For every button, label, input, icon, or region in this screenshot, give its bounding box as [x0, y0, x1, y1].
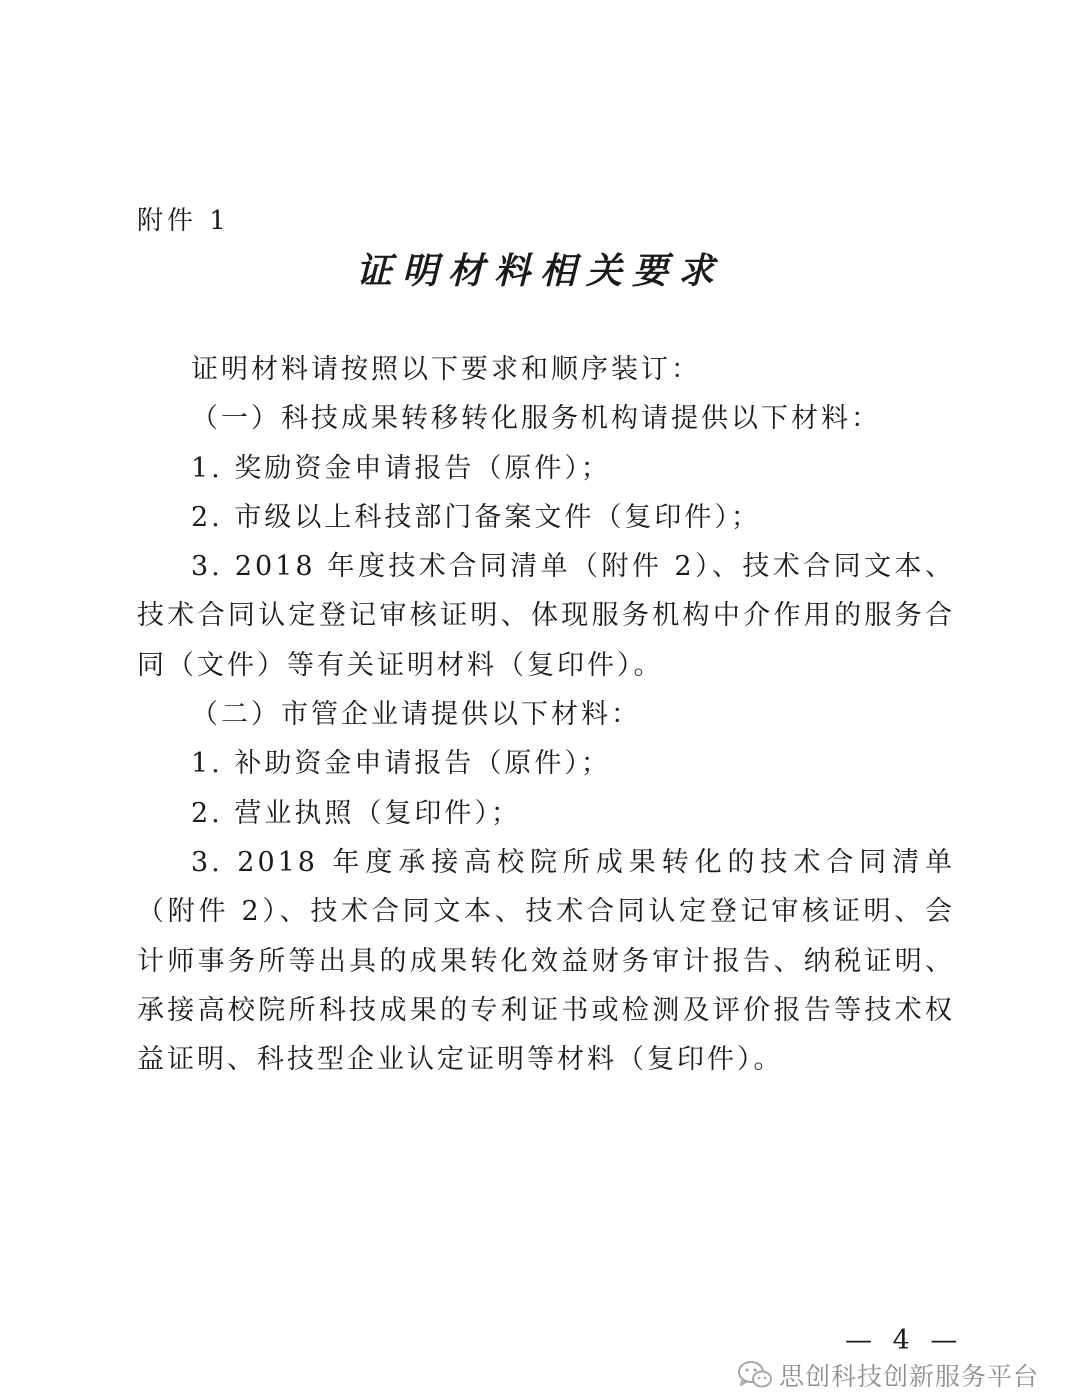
list-item: 1. 补助资金申请报告（原件）； [191, 748, 611, 780]
watermark-text: 思创科技创新服务平台 [779, 1362, 1040, 1391]
watermark [737, 1357, 1039, 1393]
list-item: 3. 2018 年度承接高校院所成果转化的技术合同清单（附件 2）、技术合同文本、技术合同认定登记审核证明、会计师事务所等出具的成果转化效益财务审计报告、纳税证明、承接高校院所科技成果的专利证书或检测及评价报告等技术权益证明、科技型企业认定证明等材料（复印件）。 [137, 846, 955, 1076]
wechat-icon [737, 1360, 773, 1390]
list-item: 2. 市级以上科技部门备案文件（复印件）； [191, 501, 761, 533]
list-item: 3. 2018 年度技术合同清单（附件 2）、技术合同文本、技术合同认定登记审核证明、体现服务机构中介作用的服务合同（文件）等有关证明材料（复印件）。 [137, 551, 955, 681]
page-number: — 4 — [845, 1325, 964, 1356]
intro-paragraph: 证明材料请按照以下要求和顺序装订： [191, 354, 701, 385]
section-heading-service-agencies: （一）科技成果转移转化服务机构请提供以下材料： [191, 403, 881, 435]
attachment-label: 附件 1 [137, 206, 230, 236]
list-item: 1. 奖励资金申请报告（原件）； [191, 452, 611, 484]
section-heading-municipal-enterprises: （二）市管企业请提供以下材料： [191, 699, 641, 731]
list-item: 2. 营业执照（复印件）； [191, 797, 521, 829]
document-title: 证明材料相关要求 [355, 250, 724, 292]
document-body [137, 345, 955, 1084]
